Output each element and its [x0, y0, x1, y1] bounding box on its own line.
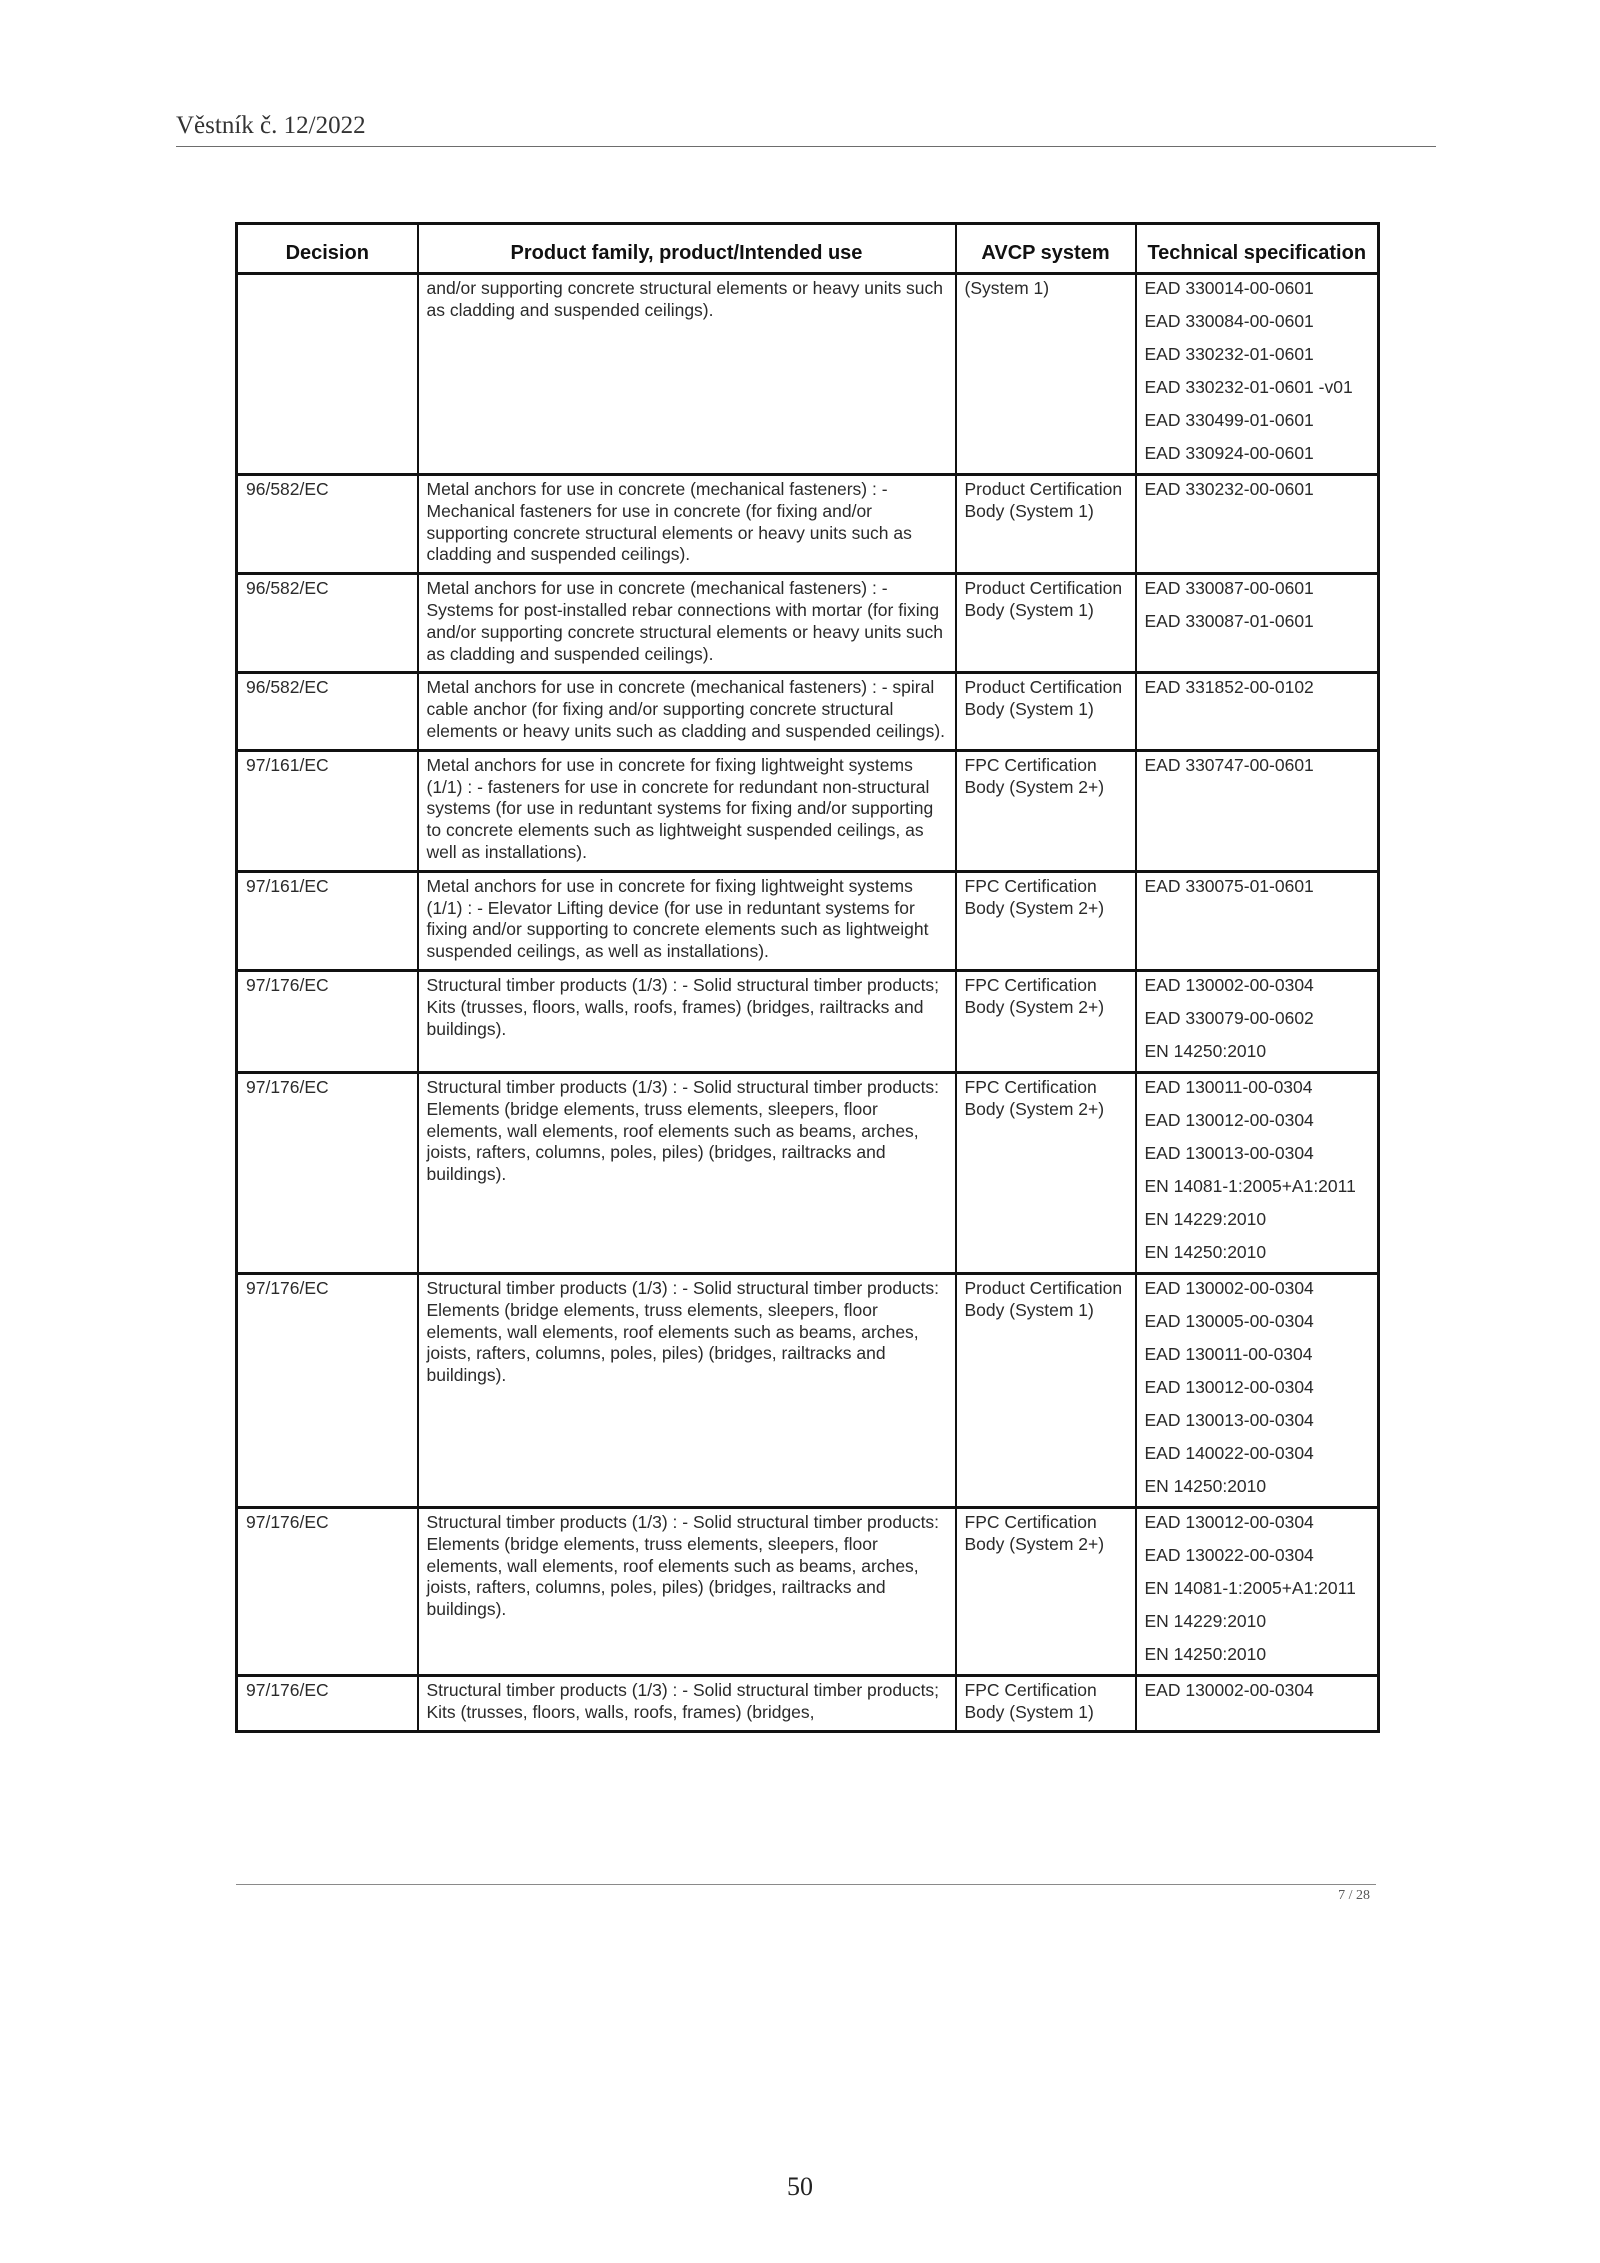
product-cell: Metal anchors for use in concrete for fixing lightweight systems (1/1) : - fasteners for use in concrete for redundant non-structural systems (for use in reduntant systems for fixing and/or supporting to concrete elements such as lightweight suspended ceilings, as well as installations). — [418, 750, 956, 871]
technical-specification-cell — [1136, 750, 1379, 871]
technical-specification-cell — [1136, 673, 1379, 750]
decision-cell: 96/582/EC — [237, 673, 418, 750]
table-row — [237, 750, 1379, 871]
product-cell: Metal anchors for use in concrete (mechanical fasteners) : - Mechanical fasteners for use in concrete (for fixing and/or supporting concrete structural elements or heavy units such as cladding and suspended ceilings). — [418, 475, 956, 574]
product-cell: and/or supporting concrete structural elements or heavy units such as cladding and suspended ceilings). — [418, 274, 956, 475]
table-row — [237, 1507, 1379, 1675]
page-header — [176, 112, 1436, 147]
specification-item: EAD 130012-00-0304 — [1144, 1376, 1314, 1397]
product-cell: Structural timber products (1/3) : - Solid structural timber products: Elements (bridge elements, truss elements, sleepers, floor elements, wall elements, roof elements such as beams, arches, joists, rafters, columns, poles, piles) (bridges, railtracks and buildings). — [418, 1273, 956, 1507]
product-cell: Structural timber products (1/3) : - Solid structural timber products; Kits (trusses, floors, walls, roofs, frames) (bridges, — [418, 1675, 956, 1731]
specification-item: EAD 330924-00-0601 — [1144, 443, 1314, 463]
decision-cell: 97/176/EC — [237, 1273, 418, 1507]
avcp-cell: FPC Certification Body (System 2+) — [956, 871, 1136, 970]
table-row — [237, 475, 1379, 574]
specification-item: EAD 330747-00-0601 — [1144, 754, 1314, 775]
specification-item: EAD 330232-00-0601 — [1144, 479, 1314, 499]
specification-item: EAD 330084-00-0601 — [1144, 311, 1314, 331]
product-cell: Metal anchors for use in concrete for fixing lightweight systems (1/1) : - Elevator Lifting device (for use in reduntant systems for fixing and/or supporting to concrete elements such as lightweight suspended ceilings, as well as installations). — [418, 871, 956, 970]
specification-item: EAD 130011-00-0304 — [1144, 1076, 1313, 1097]
technical-specification-cell — [1136, 1675, 1379, 1731]
technical-specification-cell — [1136, 1273, 1379, 1507]
column-header-avcp: AVCP system — [956, 224, 1136, 274]
specification-item: EAD 330075-01-0601 — [1144, 875, 1314, 896]
avcp-cell: Product Certification Body (System 1) — [956, 673, 1136, 750]
product-cell: Metal anchors for use in concrete (mechanical fasteners) : - spiral cable anchor (for fixing and/or supporting concrete structural elements or heavy units such as cladding and suspended ceilings). — [418, 673, 956, 750]
product-cell: Metal anchors for use in concrete (mechanical fasteners) : - Systems for post-installed rebar connections with mortar (for fixing and/or supporting concrete structural elements or heavy units such as cladding and suspended ceilings). — [418, 574, 956, 673]
decision-cell: 97/176/EC — [237, 1072, 418, 1273]
table-row — [237, 1273, 1379, 1507]
table-row — [237, 1072, 1379, 1273]
journal-title: Věstník č. 12/2022 — [176, 112, 366, 139]
specification-item: EAD 130005-00-0304 — [1144, 1310, 1314, 1331]
specification-item: EAD 130012-00-0304 — [1144, 1511, 1314, 1532]
footer-divider — [236, 1884, 1376, 1885]
specification-item: EAD 130013-00-0304 — [1144, 1142, 1314, 1163]
decision-cell: 97/161/EC — [237, 871, 418, 970]
specification-item: EN 14250:2010 — [1144, 1040, 1267, 1061]
technical-specification-cell — [1136, 1072, 1379, 1273]
specification-item: EAD 330499-01-0601 — [1144, 410, 1314, 430]
specification-item: EN 14250:2010 — [1144, 1475, 1267, 1496]
specification-item: EAD 330014-00-0601 — [1144, 278, 1314, 298]
specification-item: EAD 330087-00-0601 — [1144, 578, 1314, 599]
technical-specification-cell — [1136, 574, 1379, 673]
product-cell: Structural timber products (1/3) : - Solid structural timber products: Elements (bridge elements, truss elements, sleepers, floor elements, wall elements, roof elements such as beams, arches, joists, rafters, columns, poles, piles) (bridges, railtracks and buildings). — [418, 1507, 956, 1675]
specification-item: EAD 330232-01-0601 — [1144, 344, 1314, 364]
specification-item: EN 14229:2010 — [1144, 1208, 1267, 1229]
table-row — [237, 673, 1379, 750]
specification-item: EN 14250:2010 — [1144, 1643, 1267, 1664]
specification-item: EAD 130002-00-0304 — [1144, 1277, 1314, 1298]
table-row — [237, 574, 1379, 673]
specification-item: EAD 330087-01-0601 — [1144, 611, 1314, 632]
specification-item: EAD 130013-00-0304 — [1144, 1409, 1314, 1430]
decision-cell: 96/582/EC — [237, 475, 418, 574]
specification-item: EAD 130012-00-0304 — [1144, 1109, 1314, 1130]
avcp-cell: Product Certification Body (System 1) — [956, 574, 1136, 673]
decision-cell: 97/176/EC — [237, 1507, 418, 1675]
specification-item: EAD 140022-00-0304 — [1144, 1442, 1314, 1463]
specification-item: EAD 331852-00-0102 — [1144, 677, 1314, 698]
specification-table — [235, 222, 1380, 1733]
avcp-cell: Product Certification Body (System 1) — [956, 475, 1136, 574]
decision-cell: 97/176/EC — [237, 970, 418, 1072]
page-number: 50 — [787, 2172, 813, 2201]
specification-item: EN 14081-1:2005+A1:2011 — [1144, 1577, 1356, 1598]
decision-cell — [237, 274, 418, 475]
column-header-decision: Decision — [237, 224, 418, 274]
specification-item: EAD 130022-00-0304 — [1144, 1544, 1314, 1565]
decision-cell: 96/582/EC — [237, 574, 418, 673]
product-cell: Structural timber products (1/3) : - Solid structural timber products; Kits (trusses, floors, walls, roofs, frames) (bridges, railtracks and buildings). — [418, 970, 956, 1072]
technical-specification-cell — [1136, 970, 1379, 1072]
avcp-cell: Product Certification Body (System 1) — [956, 1273, 1136, 1507]
specification-item: EAD 130002-00-0304 — [1144, 1679, 1314, 1700]
technical-specification-cell — [1136, 1507, 1379, 1675]
page-counter: 7 / 28 — [1338, 1888, 1370, 1903]
avcp-cell: FPC Certification Body (System 2+) — [956, 750, 1136, 871]
avcp-cell: FPC Certification Body (System 2+) — [956, 1507, 1136, 1675]
specification-item: EN 14229:2010 — [1144, 1610, 1267, 1631]
table-row — [237, 1675, 1379, 1731]
technical-specification-cell — [1136, 274, 1379, 475]
table-row — [237, 970, 1379, 1072]
column-header-product: Product family, product/Intended use — [418, 224, 956, 274]
specification-item: EAD 130011-00-0304 — [1144, 1343, 1313, 1364]
decision-cell: 97/161/EC — [237, 750, 418, 871]
table-body — [237, 274, 1379, 1732]
technical-specification-cell — [1136, 871, 1379, 970]
specification-item: EAD 330079-00-0602 — [1144, 1007, 1314, 1028]
specification-item: EN 14250:2010 — [1144, 1241, 1267, 1262]
table-header-row — [237, 224, 1379, 274]
avcp-cell: FPC Certification Body (System 2+) — [956, 1072, 1136, 1273]
avcp-cell: FPC Certification Body (System 2+) — [956, 970, 1136, 1072]
column-header-technical-specification: Technical specification — [1136, 224, 1379, 274]
specification-item: EAD 130002-00-0304 — [1144, 974, 1314, 995]
product-cell: Structural timber products (1/3) : - Solid structural timber products: Elements (bridge elements, truss elements, sleepers, floor elements, wall elements, roof elements such as beams, arches, joists, rafters, columns, poles, piles) (bridges, railtracks and buildings). — [418, 1072, 956, 1273]
technical-specification-cell — [1136, 475, 1379, 574]
specification-item: EN 14081-1:2005+A1:2011 — [1144, 1175, 1356, 1196]
avcp-cell: (System 1) — [956, 274, 1136, 475]
table-row — [237, 274, 1379, 475]
specification-item: EAD 330232-01-0601 -v01 — [1144, 377, 1353, 397]
avcp-cell: FPC Certification Body (System 1) — [956, 1675, 1136, 1731]
table-row — [237, 871, 1379, 970]
decision-cell: 97/176/EC — [237, 1675, 418, 1731]
